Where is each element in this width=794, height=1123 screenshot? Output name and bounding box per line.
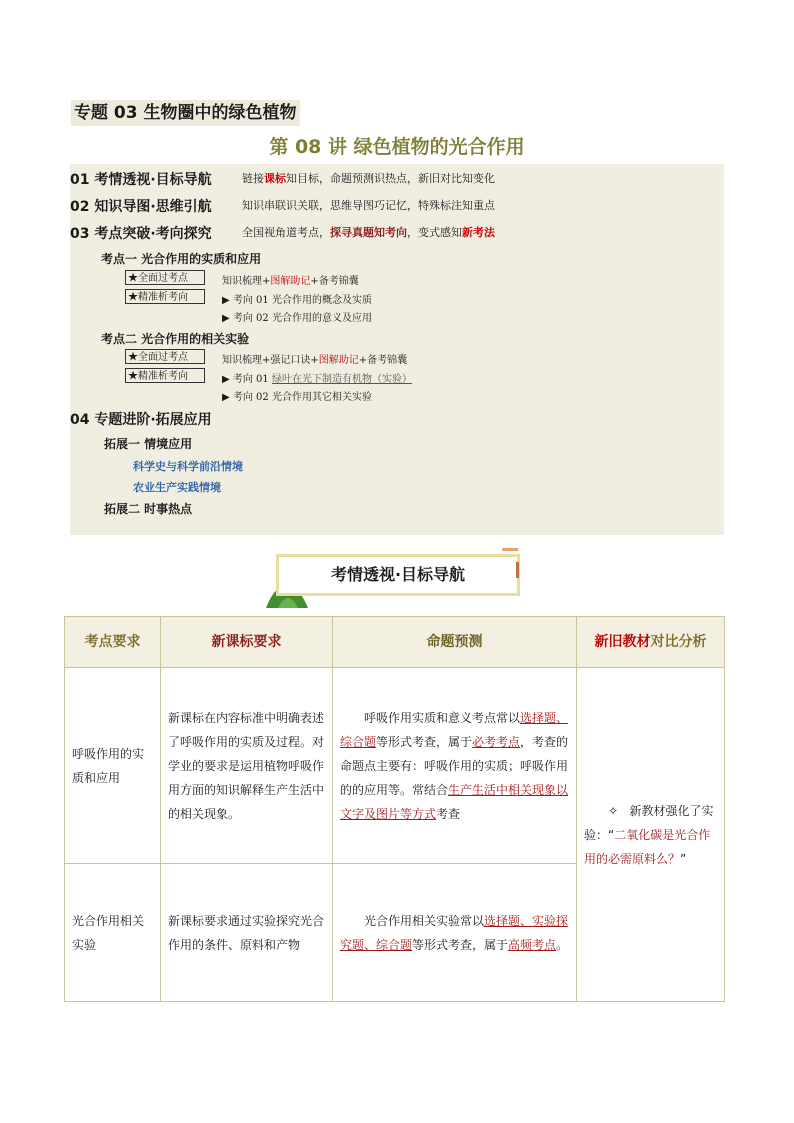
kp1-title: 考点一 光合作用的实质和应用 [101, 252, 262, 266]
row1-requirement: 呼吸作用的实质和应用 [65, 668, 161, 864]
row1-standard: 新课标在内容标准中明确表述了呼吸作用的实质及过程。对学业的要求是运用植物呼吸作用方面的知识解释生产生活中的相关现象。 [161, 668, 333, 864]
toc-section-04: 04 专题进阶·拓展应用 [70, 412, 212, 428]
comparison-table [64, 616, 725, 1002]
toc-section-03: 03 考点突破·考向探究 全国视角道考点，探寻真题知考向，变式感知新考法 [70, 226, 495, 242]
kp2-line1: 知识梳理+强记口诀+图解助记+备考锦囊 [222, 355, 408, 366]
banner-title: 考情透视·目标导航 [276, 554, 520, 596]
extension-one: 拓展一 情境应用 [104, 437, 193, 451]
row2-standard: 新课标要求通过实验探究光合作用的条件、原料和产物 [161, 864, 333, 1002]
toc-section-01: 01 考情透视·目标导航 链接课标知目标，命题预测识热点，新旧对比知变化 [70, 172, 495, 188]
topic-title: 专题 03 生物圈中的绿色植物 [71, 100, 300, 126]
header-prediction: 命题预测 [333, 617, 577, 668]
kp1-direction-01: ▶ 考向 01 光合作用的概念及实质 [222, 295, 372, 306]
header-textbook-compare: 新旧教材对比分析 [577, 617, 725, 668]
header-new-standard: 新课标要求 [161, 617, 333, 668]
header-requirement: 考点要求 [65, 617, 161, 668]
table-header-row [65, 617, 725, 668]
toc-section-02: 02 知识导图·思维引航 知识串联识关联，思维导图巧记忆，特殊标注知重点 [70, 199, 495, 215]
kp1-direction-02: ▶ 考向 02 光合作用的意义及应用 [222, 313, 372, 324]
lecture-title: 第 08 讲 绿色植物的光合作用 [269, 136, 525, 158]
kp2-box-overview: ★全面过考点 [125, 349, 205, 364]
scene-science-history: 科学史与科学前沿情境 [133, 460, 243, 473]
kp1-box-analysis: ★精准析考向 [125, 289, 205, 304]
banner-accent [502, 548, 518, 551]
table-row [65, 668, 725, 864]
textbook-compare-cell: ✧ 新教材强化了实验：“二氧化碳是光合作用的必需原料么？” [577, 668, 725, 1002]
row2-requirement: 光合作用相关实验 [65, 864, 161, 1002]
kp2-box-analysis: ★精准析考向 [125, 368, 205, 383]
kp1-line1: 知识梳理+图解助记+备考锦囊 [222, 276, 359, 287]
section-banner [264, 548, 526, 608]
kp2-direction-01: ▶ 考向 01 绿叶在光下制造有机物（实验） [222, 374, 412, 385]
kp2-title: 考点二 光合作用的相关实验 [101, 332, 250, 346]
row2-prediction: 光合作用相关实验常以选择题、实验探究题、综合题等形式考查，属于高频考点。 [333, 864, 577, 1002]
kp2-direction-02: ▶ 考向 02 光合作用其它相关实验 [222, 392, 372, 403]
banner-accent-vertical [516, 562, 519, 578]
scene-agriculture: 农业生产实践情境 [133, 481, 221, 494]
kp1-box-overview: ★全面过考点 [125, 270, 205, 285]
extension-two: 拓展二 时事热点 [104, 502, 193, 516]
row1-prediction: 呼吸作用实质和意义考点常以选择题、综合题等形式考查，属于必考考点，考查的命题点主要有：呼吸作用的实质；呼吸作用的的应用等。常结合生产生活中相关现象以文字及图片等方式考查 [333, 668, 577, 864]
table-of-contents [70, 164, 724, 535]
